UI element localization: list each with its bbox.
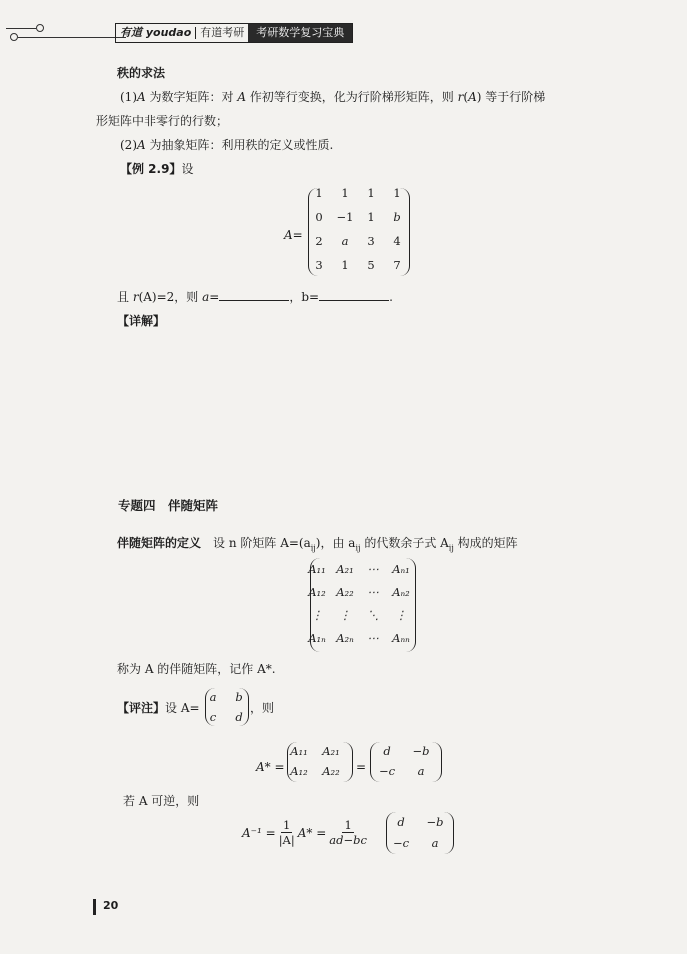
- inverse-2x2-cell: a: [431, 836, 439, 850]
- example-line: 【例 2.9】设: [120, 162, 194, 176]
- adjoint-matrix-cell: ⋯: [367, 562, 379, 576]
- adjoint-lhs: A* =: [256, 760, 285, 774]
- rank-item-2: (2)A 为抽象矩阵：利用秩的定义或性质.: [120, 138, 334, 152]
- example-matrix-cell: 1: [367, 186, 375, 200]
- example-matrix-lhs: A=: [284, 228, 303, 242]
- example-matrix-cell: 1: [315, 186, 323, 200]
- result-2x2-cell: −c: [378, 764, 396, 778]
- adjoint-2x2-cell: A₂₂: [322, 764, 340, 778]
- example-matrix-cell: 0: [315, 210, 323, 224]
- header-line-top: [6, 28, 36, 29]
- adjoint-matrix-cell: ⋱: [367, 608, 379, 622]
- inverse-2x2-cell: −b: [426, 815, 444, 829]
- adjoint-matrix-cell: ⋯: [367, 585, 379, 599]
- remark-matrix-cell: b: [235, 690, 243, 704]
- remark-matrix-cell: a: [209, 690, 217, 704]
- adjoint-matrix-cell: Aₙ₁: [392, 562, 410, 576]
- book-title: 考研数学复习宝典: [248, 24, 352, 42]
- answer-blank-a[interactable]: [219, 288, 289, 301]
- example-matrix-cell: 3: [367, 234, 375, 248]
- result-2x2-cell: d: [383, 744, 391, 758]
- fraction-one-over-det: $\frac{1}{|A|}$: [278, 818, 295, 847]
- example-matrix-cell: b: [393, 210, 401, 224]
- example-matrix-cell: 5: [367, 258, 375, 272]
- example-matrix-cell: 2: [315, 234, 323, 248]
- example-matrix-cell: 7: [393, 258, 401, 272]
- fraction-one-over-adbc: $\frac{1}{ad-bc}$: [329, 818, 367, 847]
- example-matrix-cell: a: [341, 234, 349, 248]
- adjoint-matrix-cell: Aₙ₂: [392, 585, 410, 599]
- result-2x2-cell: −b: [412, 744, 430, 758]
- adjoint-matrix-cell: A₁₁: [308, 562, 326, 576]
- brand-sub: 有道考研: [200, 26, 245, 39]
- inverse-formula: A⁻¹ = $\frac{1}{|A|}$ A* = $\frac{1}{ad-bc}$: [242, 818, 367, 847]
- inverse-2x2-cell: d: [397, 815, 405, 829]
- detail-label: 【详解】: [117, 314, 166, 328]
- example-matrix-cell: 3: [315, 258, 323, 272]
- answer-blank-b[interactable]: [319, 288, 389, 301]
- adjoint-matrix-cell: ⋮: [395, 608, 407, 622]
- example-matrix-cell: 4: [393, 234, 401, 248]
- adjoint-matrix-cell: A₂₂: [336, 585, 354, 599]
- example-matrix-cell: 1: [341, 186, 349, 200]
- page-number-bar: [93, 899, 96, 915]
- adjoint-2x2-cell: A₂₁: [322, 744, 340, 758]
- example-matrix-cell: 1: [341, 258, 349, 272]
- inverse-2x2-cell: −c: [392, 836, 410, 850]
- rank-item-1: (1)A 为数字矩阵：对 A 作初等行变换，化为行阶梯形矩阵，则 r(A) 等于行阶梯: [120, 90, 546, 104]
- result-2x2-cell: a: [417, 764, 425, 778]
- header-ornament-circle: [36, 24, 44, 32]
- remark-label: 【评注】: [117, 701, 166, 715]
- remark-then: ，则: [250, 701, 275, 715]
- topic-title: 专题四 伴随矩阵: [118, 498, 219, 513]
- adjoint-matrix-cell: A₁₂: [308, 585, 326, 599]
- adjoint-matrix-cell: ⋮: [339, 608, 351, 622]
- example-matrix-cell: −1: [336, 210, 354, 224]
- rank-heading: 秩的求法: [117, 66, 166, 80]
- adjoint-matrix-cell: A₂ₙ: [336, 631, 354, 645]
- adjoint-matrix-cell: ⋮: [311, 608, 323, 622]
- remark-matrix-cell: c: [209, 710, 217, 724]
- example-condition: 且 r(A)=2，则 a= ，b= .: [117, 290, 393, 304]
- adjoint-2x2-cell: A₁₂: [290, 764, 308, 778]
- adjoint-matrix-cell: ⋯: [367, 631, 379, 645]
- invertible-text: 若 A 可逆，则: [123, 794, 200, 808]
- rank-item-1-cont: 形矩阵中非零行的行数；: [96, 114, 229, 128]
- adjoint-2x2-cell: A₁₁: [290, 744, 308, 758]
- brand-logo: 有道 youdao: [120, 26, 192, 39]
- adjoint-matrix-cell: A₂₁: [336, 562, 354, 576]
- header-ornament-circle: [10, 33, 18, 41]
- remark-matrix-cell: d: [235, 710, 243, 724]
- header-line: [18, 37, 126, 38]
- example-matrix-cell: 1: [367, 210, 375, 224]
- equals-sign: =: [356, 760, 367, 774]
- example-matrix-cell: 1: [393, 186, 401, 200]
- running-header: [115, 23, 353, 43]
- adjoint-definition: 伴随矩阵的定义 设 n 阶矩阵 $A=(a_{ij})$，由 $a_{ij}$ 的代数余子式 $A_{ij}$ 构成的矩阵: [117, 536, 518, 553]
- adjoint-notation: 称为 A 的伴随矩阵，记作 A*.: [117, 662, 276, 676]
- adjoint-matrix-cell: Aₙₙ: [392, 631, 410, 645]
- remark-line: 【评注】设 A=: [117, 701, 200, 715]
- page-number: 20: [103, 899, 119, 912]
- adjoint-matrix-cell: A₁ₙ: [308, 631, 326, 645]
- example-label: 【例 2.9】: [120, 162, 182, 176]
